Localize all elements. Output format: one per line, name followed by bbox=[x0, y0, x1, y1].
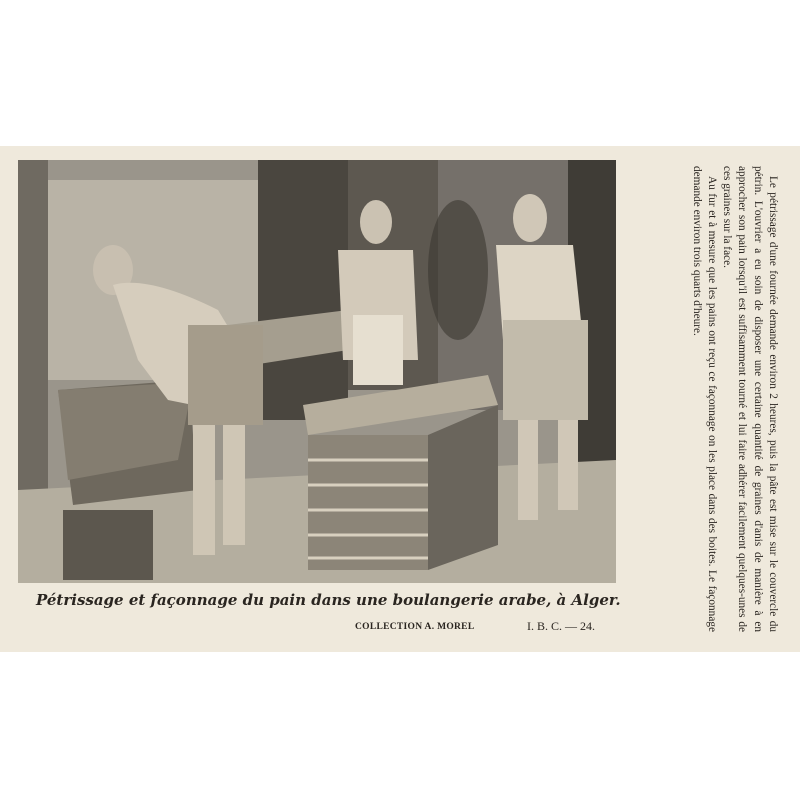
side-description bbox=[628, 164, 780, 634]
side-paragraph-1: Le pétrissage d'une fournée demande environ 2 heures, puis la pâte est mise sur le couvercle du pétrin. L'ouvrier a eu soin de disposer une certaine quantité de graines d'anis de manière à en approcher son pain lorsqu'il est suffisamment tourné et lui faire adhérer facilement quelques-unes de ces graines sur la face. bbox=[721, 166, 779, 632]
side-paragraph-2: Au fur et à mesure que les pains ont reçu ce façonnage on les place dans des boites. Le façonnage demande environ trois quarts d'heure. bbox=[690, 166, 718, 632]
side-text-block bbox=[628, 166, 780, 632]
photo-caption: Pétrissage et façonnage du pain dans une boulangerie arabe, à Alger. bbox=[36, 591, 621, 609]
photo-illustration bbox=[18, 160, 616, 583]
postcard bbox=[0, 146, 800, 652]
bakery-photograph bbox=[18, 160, 616, 583]
collection-credit: COLLECTION A. MOREL bbox=[355, 622, 475, 632]
series-reference: I. B. C. — 24. bbox=[527, 619, 596, 633]
